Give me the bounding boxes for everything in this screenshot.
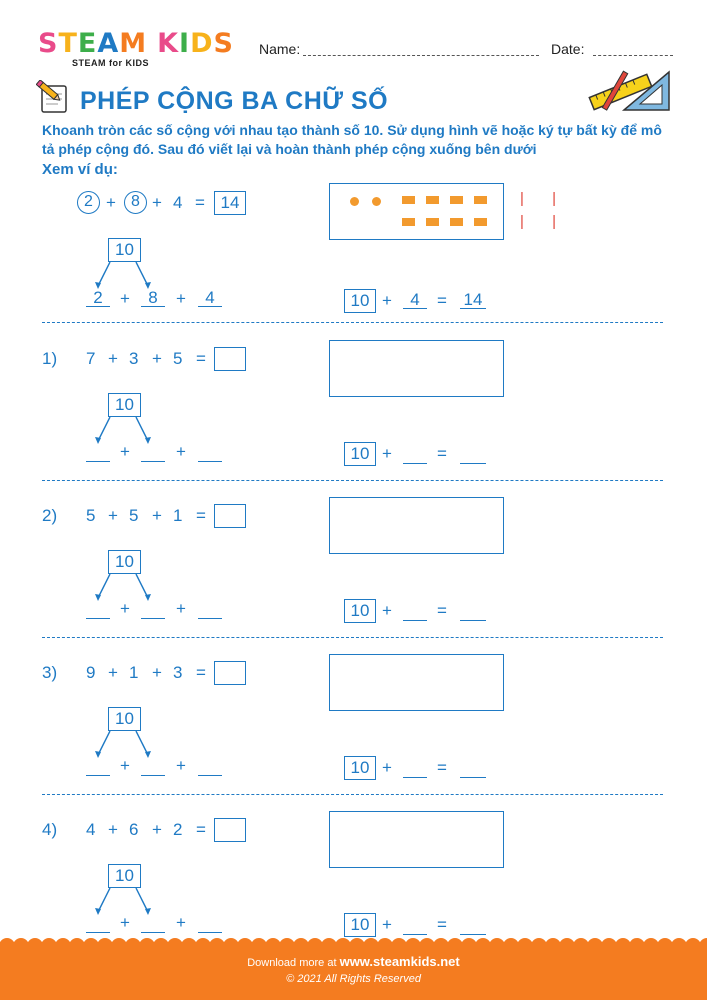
plus-sign: +: [120, 913, 130, 932]
orange-square: [450, 218, 463, 226]
site-link[interactable]: www.steamkids.net: [339, 954, 460, 969]
plus-sign: +: [176, 289, 186, 308]
final-blank-c[interactable]: [403, 445, 427, 464]
plus-sign: +: [108, 663, 118, 682]
answer-box[interactable]: [214, 818, 246, 842]
logo-letter: S: [38, 28, 59, 59]
copyright: © 2021 All Rights Reserved: [286, 973, 421, 985]
plus-sign: +: [176, 442, 186, 461]
plus-sign: +: [152, 820, 162, 839]
ten-box: 10: [108, 238, 141, 262]
equals-sign: =: [196, 349, 206, 368]
plus-sign: +: [382, 758, 392, 777]
logo-letter: D: [190, 28, 214, 59]
example-blank-b: 8: [141, 288, 165, 307]
drawing-box[interactable]: [329, 811, 504, 868]
pencil-paper-icon: [36, 80, 72, 114]
final-blank-result[interactable]: [460, 759, 486, 778]
final-blank-result[interactable]: [460, 602, 486, 621]
example-final-result: 14: [460, 290, 486, 309]
orange-dot: [350, 197, 359, 206]
drawing-box[interactable]: [329, 340, 504, 397]
orange-square: [402, 218, 415, 226]
problem-b: 5: [129, 506, 139, 525]
footer: [0, 942, 707, 1000]
example-blank-a: 2: [86, 288, 110, 307]
divider: [42, 322, 663, 323]
plus-sign: +: [106, 193, 116, 212]
problem-index: 2): [42, 506, 58, 525]
steam-kids-logo: [38, 28, 238, 70]
blank-a[interactable]: [86, 757, 110, 776]
logo-wordmark: [38, 28, 234, 59]
drawing-box[interactable]: [329, 497, 504, 554]
tally-marks: | |: [520, 190, 568, 207]
name-field[interactable]: [303, 41, 539, 56]
equals-sign: =: [437, 444, 447, 463]
example-circled-a: 2: [77, 191, 100, 214]
final-blank-c[interactable]: [403, 759, 427, 778]
problem-index: 3): [42, 663, 58, 682]
problem-index: 4): [42, 820, 58, 839]
orange-square: [450, 196, 463, 204]
date-field[interactable]: [593, 41, 673, 56]
final-blank-c[interactable]: [403, 602, 427, 621]
logo-letter: K: [157, 28, 180, 59]
plus-sign: +: [120, 442, 130, 461]
blank-b[interactable]: [141, 914, 165, 933]
plus-sign: +: [152, 506, 162, 525]
problem-a: 9: [86, 663, 96, 682]
problem-b: 3: [129, 349, 139, 368]
example-final-c: 4: [403, 290, 427, 309]
logo-letter: T: [58, 28, 78, 59]
instructions: Khoanh tròn các số cộng với nhau tạo thành số 10. Sử dụng hình vẽ hoặc ký tự bất kỳ để mô tả phép cộng đó. Sau đó viết lại và hoàn thành phép cộng xuống bên dưới: [42, 122, 662, 157]
ten-box: 10: [108, 550, 141, 574]
logo-letter: E: [77, 28, 98, 59]
plus-sign: +: [108, 349, 118, 368]
orange-square: [474, 196, 487, 204]
ruler-triangle-icon: [584, 60, 674, 120]
plus-sign: +: [382, 601, 392, 620]
example-label: Xem ví dụ:: [42, 161, 118, 178]
ten-box: 10: [344, 756, 376, 780]
plus-sign: +: [176, 756, 186, 775]
equals-sign: =: [196, 820, 206, 839]
logo-letter: S: [213, 28, 234, 59]
blank-a[interactable]: [86, 914, 110, 933]
answer-box[interactable]: [214, 661, 246, 685]
equals-sign: =: [196, 663, 206, 682]
example-result-box: 14: [214, 191, 246, 215]
answer-box[interactable]: [214, 504, 246, 528]
problem-index: 1): [42, 349, 58, 368]
logo-subtitle: STEAM for KIDS: [72, 58, 150, 68]
ten-box: 10: [108, 864, 141, 888]
plus-sign: +: [120, 599, 130, 618]
example-circled-b: 8: [124, 191, 147, 214]
blank-c[interactable]: [198, 600, 222, 619]
blank-b[interactable]: [141, 443, 165, 462]
plus-sign: +: [108, 820, 118, 839]
divider: [42, 794, 663, 795]
example-drawing-box: [329, 183, 504, 240]
plus-sign: +: [382, 291, 392, 310]
plus-sign: +: [176, 599, 186, 618]
name-label: Name:: [259, 41, 301, 57]
plus-sign: +: [382, 915, 392, 934]
final-blank-c[interactable]: [403, 916, 427, 935]
ten-box: 10: [344, 442, 376, 466]
logo-letter: M: [119, 28, 148, 59]
blank-a[interactable]: [86, 443, 110, 462]
plus-sign: +: [152, 349, 162, 368]
problem-c: 3: [173, 663, 183, 682]
plus-sign: +: [152, 193, 162, 212]
plus-sign: +: [120, 756, 130, 775]
blank-b[interactable]: [141, 600, 165, 619]
plus-sign: +: [120, 289, 130, 308]
blank-a[interactable]: [86, 600, 110, 619]
equals-sign: =: [437, 291, 447, 310]
problem-c: 5: [173, 349, 183, 368]
plus-sign: +: [382, 444, 392, 463]
orange-dot: [372, 197, 381, 206]
equals-sign: =: [195, 193, 205, 212]
ten-box: 10: [108, 707, 141, 731]
problem-b: 6: [129, 820, 139, 839]
date-label: Date:: [551, 41, 585, 57]
orange-square: [402, 196, 415, 204]
example-c: 4: [173, 193, 183, 212]
equals-sign: =: [437, 758, 447, 777]
ten-box: 10: [344, 289, 376, 313]
problem-a: 5: [86, 506, 96, 525]
tally-marks: | |: [520, 213, 568, 230]
example-blank-c: 4: [198, 288, 222, 307]
blank-c[interactable]: [198, 914, 222, 933]
orange-square: [474, 218, 487, 226]
equals-sign: =: [437, 601, 447, 620]
equals-sign: =: [196, 506, 206, 525]
logo-letter: A: [97, 28, 120, 59]
final-blank-result[interactable]: [460, 445, 486, 464]
divider: [42, 637, 663, 638]
drawing-box[interactable]: [329, 654, 504, 711]
ten-box: 10: [108, 393, 141, 417]
equals-sign: =: [437, 915, 447, 934]
plus-sign: +: [152, 663, 162, 682]
ten-box: 10: [344, 599, 376, 623]
blank-b[interactable]: [141, 757, 165, 776]
page-title: PHÉP CỘNG BA CHỮ SỐ: [80, 87, 389, 115]
download-prefix: Download more at: [247, 957, 337, 969]
divider: [42, 480, 663, 481]
answer-box[interactable]: [214, 347, 246, 371]
logo-letter: I: [179, 28, 191, 59]
ten-box: 10: [344, 913, 376, 937]
problem-c: 2: [173, 820, 183, 839]
problem-a: 4: [86, 820, 96, 839]
final-blank-result[interactable]: [460, 916, 486, 935]
footer-download: [0, 954, 707, 969]
problem-a: 7: [86, 349, 96, 368]
plus-sign: +: [176, 913, 186, 932]
blank-c[interactable]: [198, 443, 222, 462]
plus-sign: +: [108, 506, 118, 525]
problem-c: 1: [173, 506, 183, 525]
blank-c[interactable]: [198, 757, 222, 776]
orange-square: [426, 218, 439, 226]
orange-square: [426, 196, 439, 204]
problem-b: 1: [129, 663, 139, 682]
